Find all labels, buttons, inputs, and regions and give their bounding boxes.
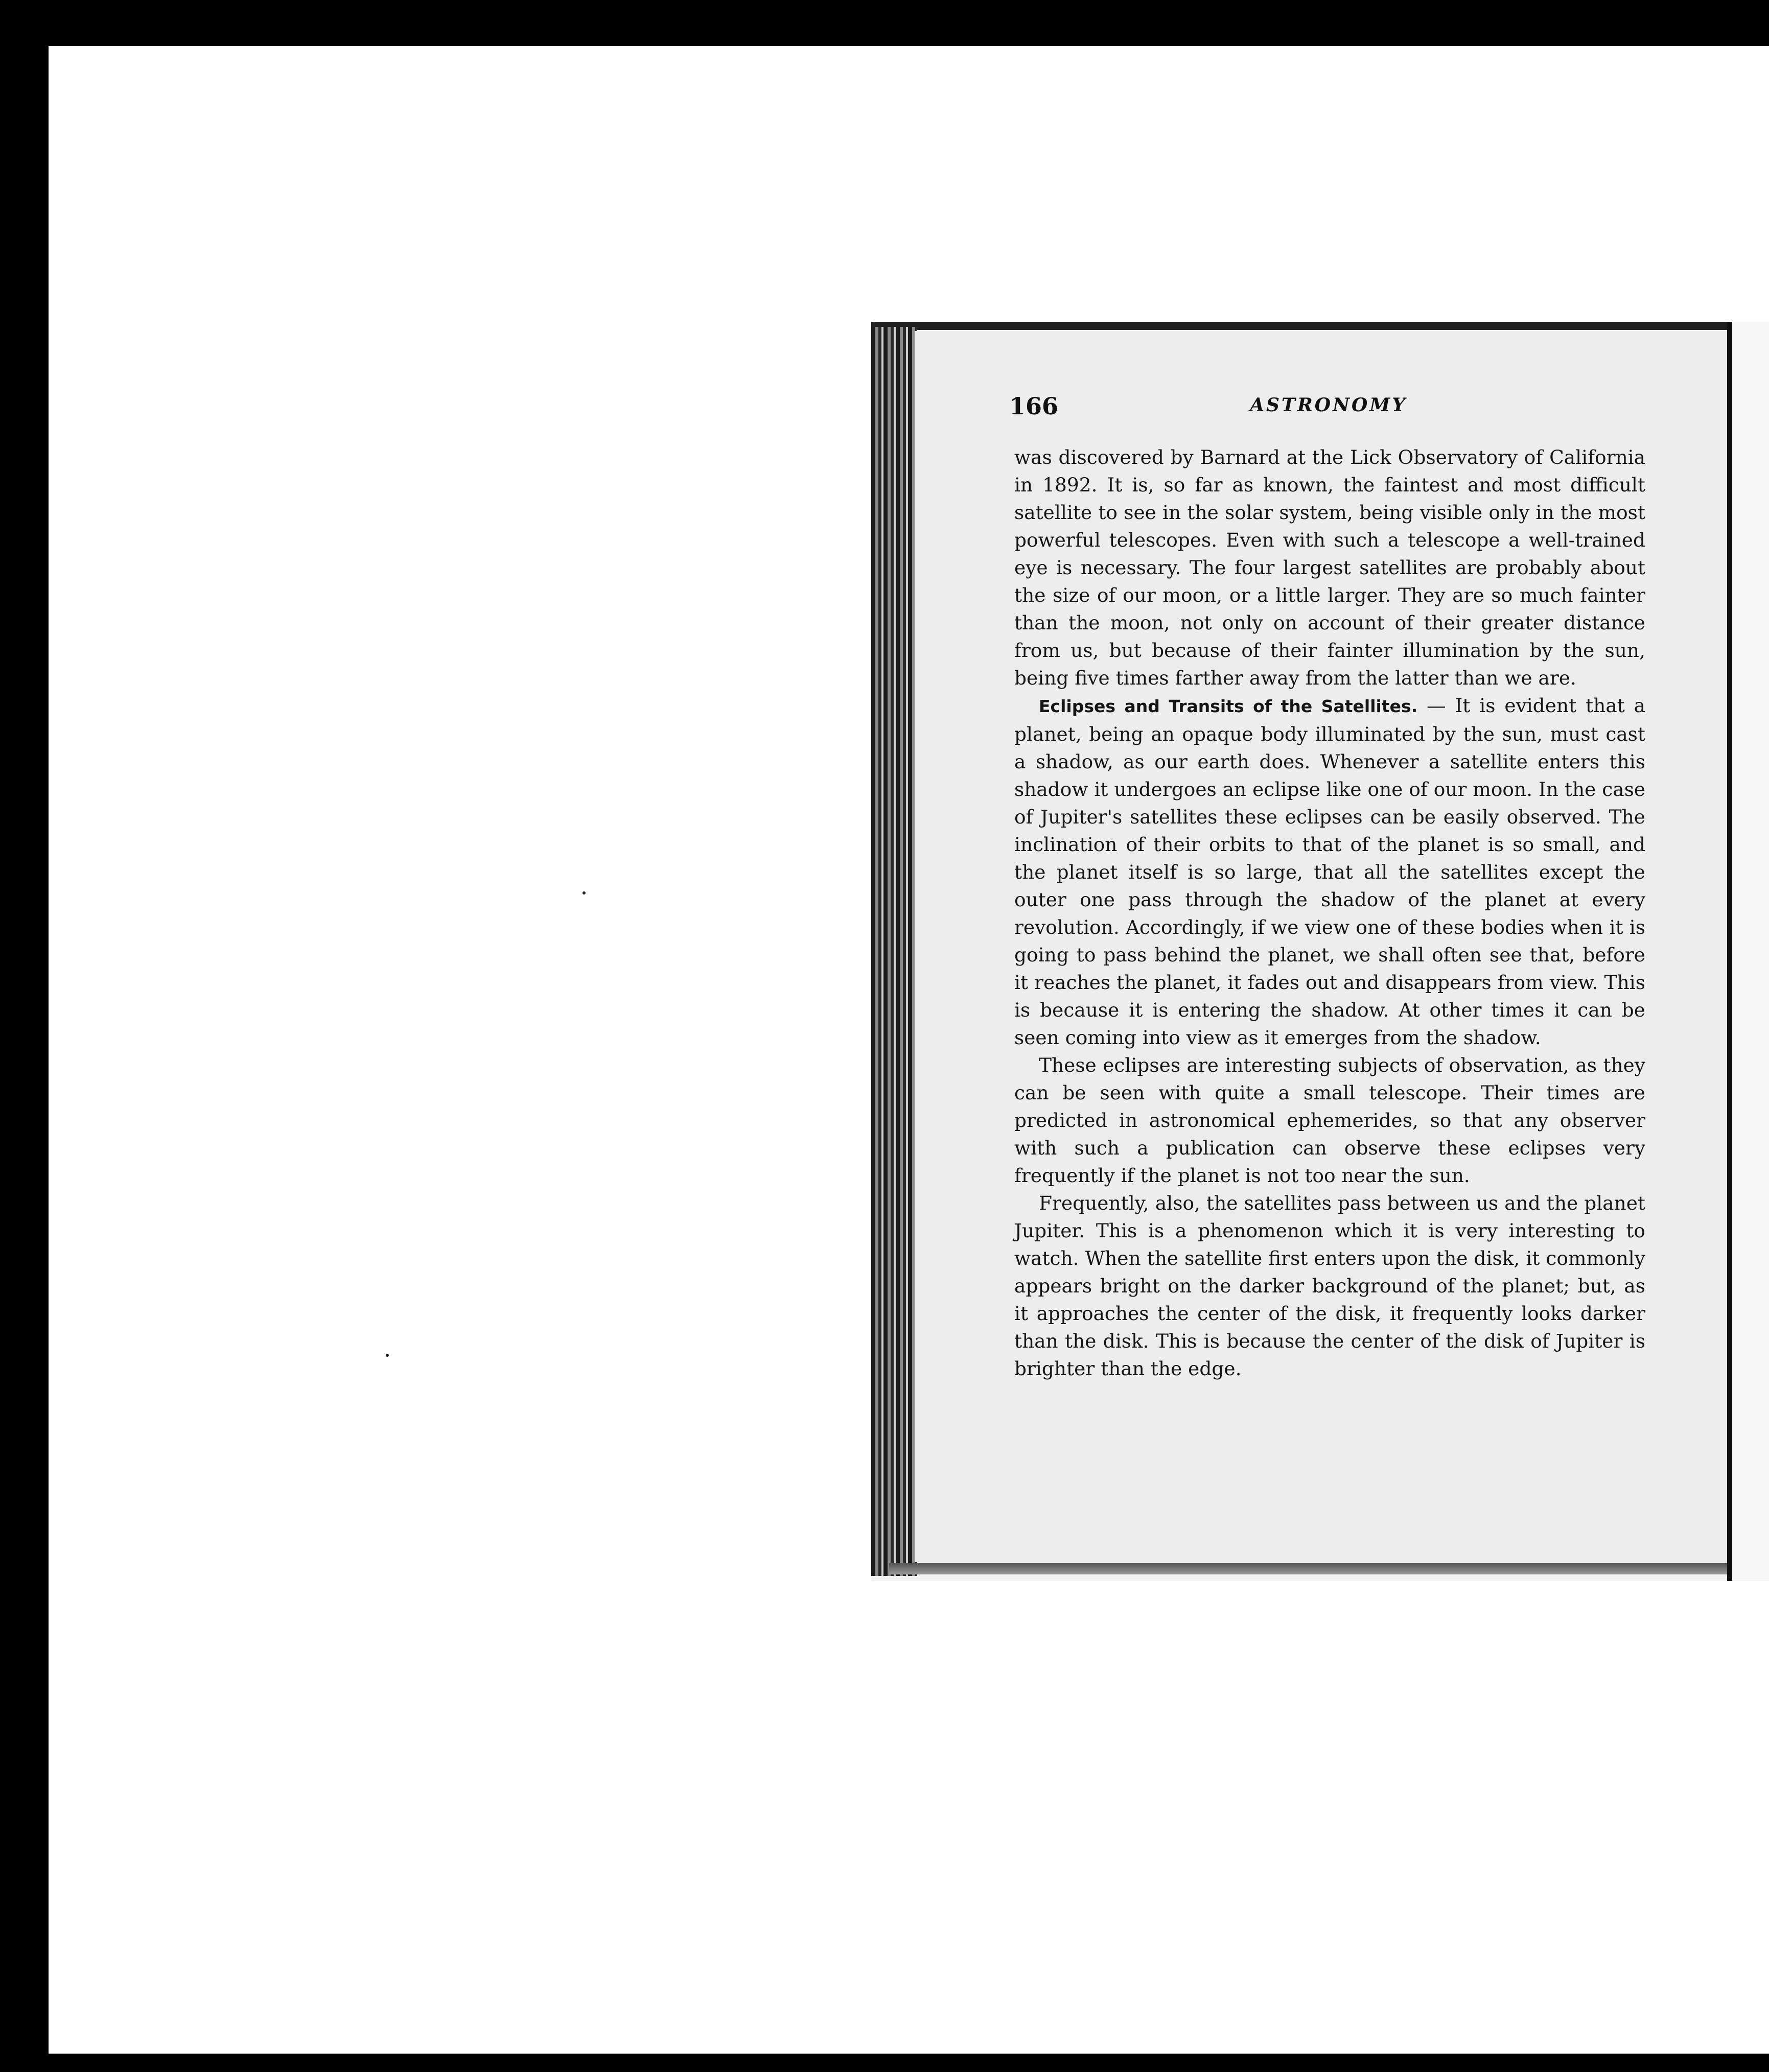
paragraph <box>1014 692 1645 1051</box>
paragraph: Frequently, also, the satellites pass between us and the planet Jupiter. This is a phenomenon which it is very interesting to watch. When the satellite first enters upon the disk, it commonly appears bright on the darker background of the planet; but, as it approaches the center of the disk, it frequently looks darker than the disk. This is because the center of the disk of Jupiter is brighter than the edge. <box>1014 1192 1645 1380</box>
paragraph: These eclipses are interesting subjects of observation, as they can be seen with quite a small telescope. Their times are predicted in astronomical ephemerides, so that any observer with such a publication can observe these eclipses very frequently if the planet is not too near the sun. <box>1014 1054 1645 1187</box>
paragraph: was discovered by Barnard at the Lick Observatory of California in 1892. It is, so far as known, the faintest and most difficult satellite to see in the solar system, being visible only in the most powerful telescopes. Even with such a telescope a well-trained eye is necessary. The four largest satellites are probably about the size of our moon, or a little larger. They are so much fainter than the moon, not only on account of their greater distance from us, but because of their fainter illumination by the sun, being five times farther away from the latter than we are. <box>1014 446 1645 689</box>
running-head: ASTRONOMY <box>1250 394 1407 416</box>
dust-speck <box>583 891 586 894</box>
book-bottom-edge <box>889 1563 1748 1574</box>
body-text <box>1014 443 1645 1382</box>
facing-page-edge <box>1727 322 1769 1581</box>
page-number: 166 <box>1009 392 1059 420</box>
section-heading: Eclipses and Transits of the Satellites. <box>1039 696 1418 716</box>
page-header <box>1009 392 1648 428</box>
book-top-edge <box>871 322 1769 330</box>
paragraph-text: — It is evident that a planet, being an opaque body illuminated by the sun, must cast a shadow, as our earth does. Whenever a satellite enters this shadow it undergoes an eclipse like one of our moon. In the case of Jupiter's satellites these eclipses can be easily observed. The inclination of their orbits to that of the planet is so small, and the planet itself is so large, that all the satellites except the outer one pass through the shadow of the planet at every revolution. Accordingly, if we view one of these bodies when it is going to pass behind the planet, we shall often see that, before it reaches the planet, it fades out and disappears from view. This is because it is entering the shadow. At other times it can be seen coming into view as it emerges from the shadow. <box>1014 694 1646 1049</box>
dust-speck <box>386 1354 389 1357</box>
page-edges <box>871 327 917 1576</box>
